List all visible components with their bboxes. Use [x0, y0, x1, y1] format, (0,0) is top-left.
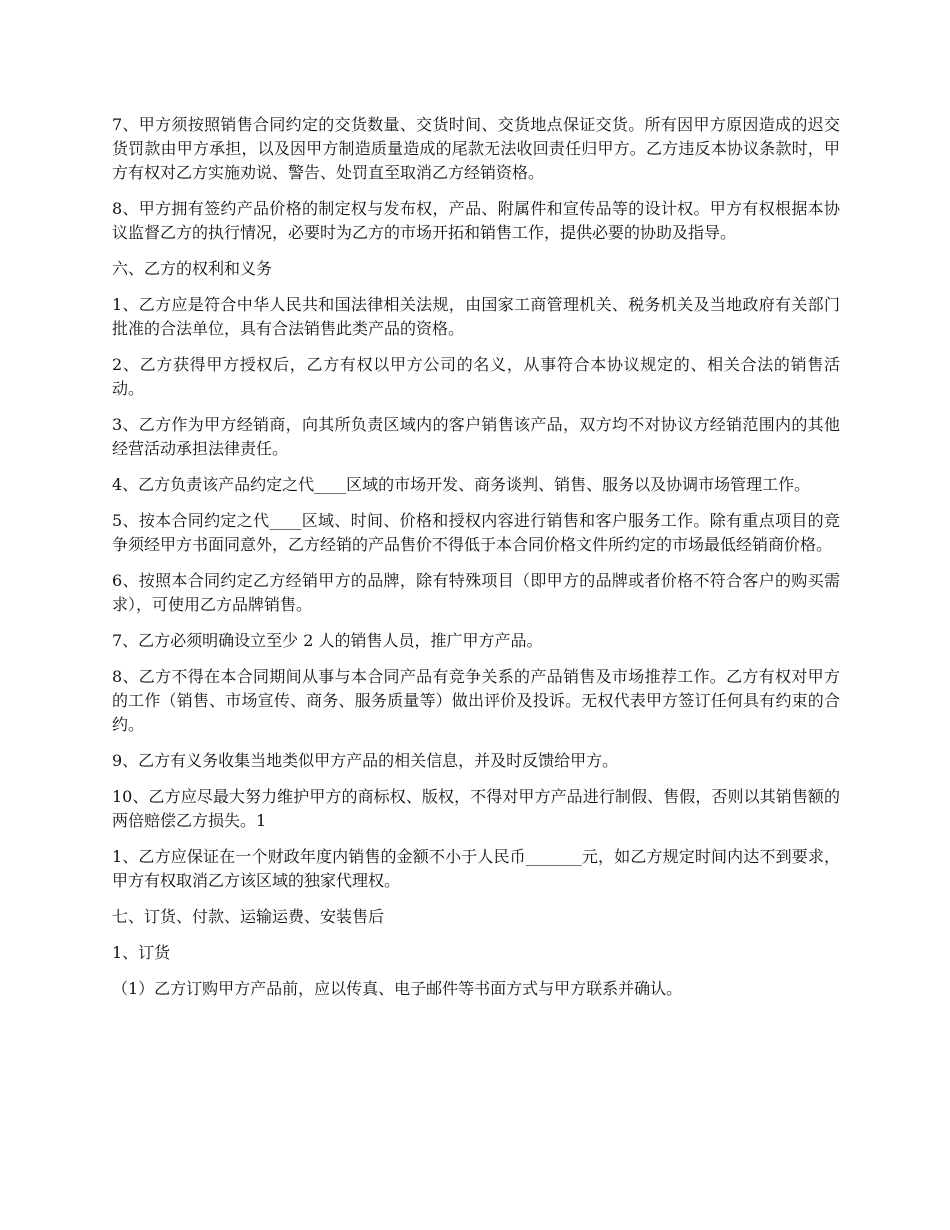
clause-party-b-7: 7、乙方必须明确设立至少 2 人的销售人员，推广甲方产品。	[112, 631, 543, 650]
document-body	[112, 113, 840, 1013]
clause-party-b-9: 9、乙方有义务收集当地类似甲方产品的相关信息，并及时反馈给甲方。	[112, 751, 619, 770]
clause-party-a-7: 7、甲方须按照销售合同约定的交货数量、交货时间、交货地点保证交货。所有因甲方原因造成的迟交货罚款由甲方承担，以及因甲方制造质量造成的尾款无法收回责任归甲方。乙方违反本协议条款时，甲方有权对乙方实施劝说、警告、处罚直至取消乙方经销资格。	[112, 115, 840, 182]
clause-party-b-10: 10、乙方应尽最大努力维护甲方的商标权、版权，不得对甲方产品进行制假、售假，否则以其销售额的两倍赔偿乙方损失。1	[112, 787, 840, 830]
clause-party-b-8: 8、乙方不得在本合同期间从事与本合同产品有竞争关系的产品销售及市场推荐工作。乙方有权对甲方的工作（销售、市场宣传、商务、服务质量等）做出评价及投诉。无权代表甲方签订任何具有约束的合约。	[112, 667, 840, 734]
clause-party-b-2: 2、乙方获得甲方授权后，乙方有权以甲方公司的名义，从事符合本协议规定的、相关合法的销售活动。	[112, 355, 840, 398]
clause-party-b-6: 6、按照本合同约定乙方经销甲方的品牌，除有特殊项目（即甲方的品牌或者价格不符合客户的购买需求），可使用乙方品牌销售。	[112, 571, 840, 614]
clause-party-b-1: 1、乙方应是符合中华人民共和国法律相关法规，由国家工商管理机关、税务机关及当地政府有关部门批准的合法单位，具有合法销售此类产品的资格。	[112, 295, 840, 338]
clause-party-a-8: 8、甲方拥有签约产品价格的制定权与发布权，产品、附属件和宣传品等的设计权。甲方有权根据本协议监督乙方的执行情况，必要时为乙方的市场开拓和销售工作，提供必要的协助及指导。	[112, 199, 840, 242]
clause-party-b-4: 4、乙方负责该产品约定之代____区域的市场开发、商务谈判、销售、服务以及协调市场管理工作。	[112, 475, 811, 494]
clause-party-b-3: 3、乙方作为甲方经销商，向其所负责区域内的客户销售该产品，双方均不对协议方经销范围内的其他经营活动承担法律责任。	[112, 415, 840, 458]
subsection-heading-ordering: 1、订货	[112, 943, 171, 962]
section-heading-ordering: 七、订货、付款、运输运费、安装售后	[112, 907, 385, 926]
section-heading-party-b-rights: 六、乙方的权利和义务	[112, 259, 273, 278]
clause-party-b-11: 1、乙方应保证在一个财政年度内销售的金额不小于人民币_______元，如乙方规定时间内达不到要求，甲方有权取消乙方该区域的独家代理权。	[112, 847, 840, 890]
clause-ordering-1: （1）乙方订购甲方产品前，应以传真、电子邮件等书面方式与甲方联系并确认。	[112, 979, 683, 998]
clause-party-b-5: 5、按本合同约定之代____区域、时间、价格和授权内容进行销售和客户服务工作。除有重点项目的竞争须经甲方书面同意外，乙方经销的产品售价不得低于本合同价格文件所约定的市场最低经销商价格。	[112, 511, 840, 554]
